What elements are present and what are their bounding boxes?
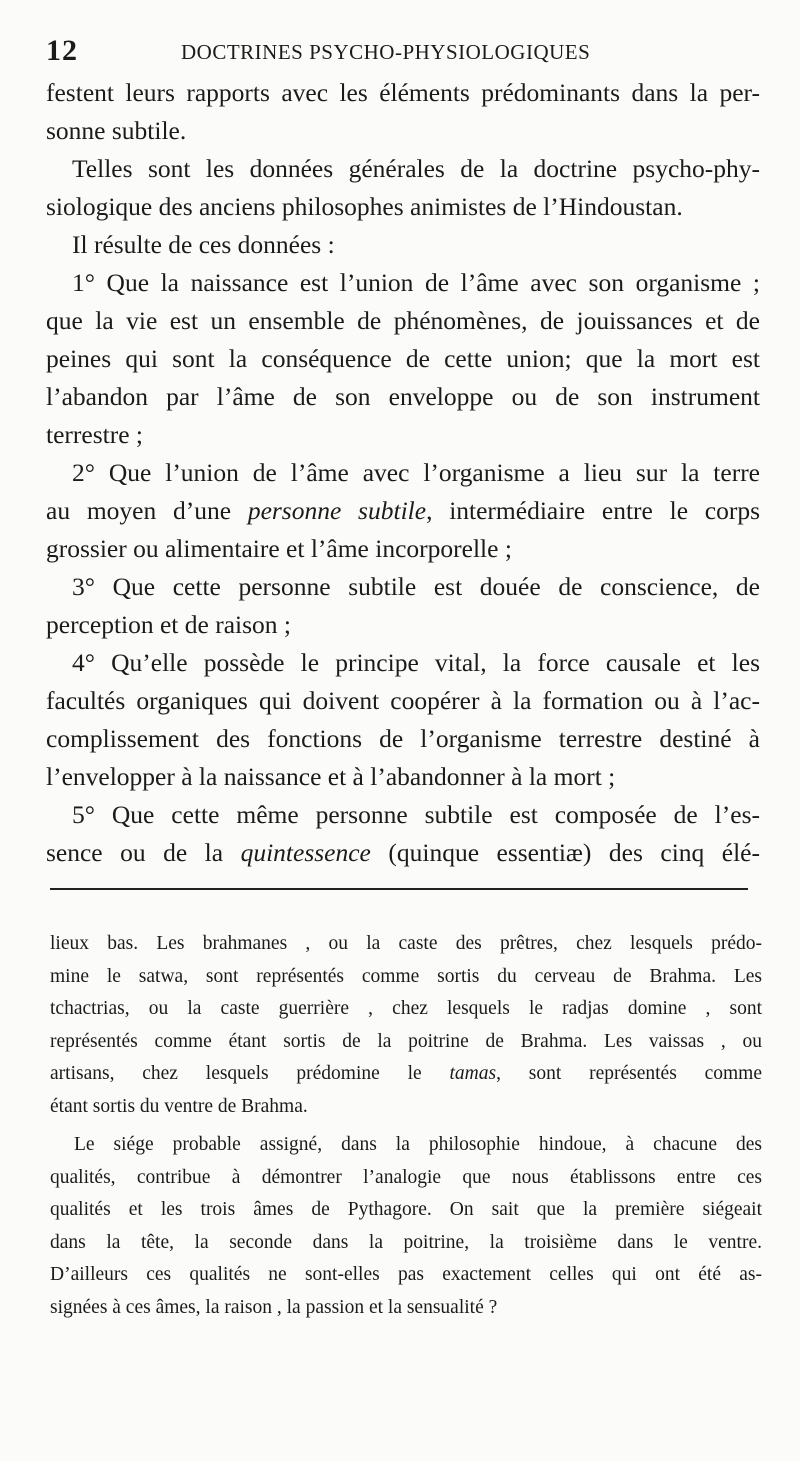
- text-line: l’envelopper à la naissance et à l’abandonner à la mort ;: [46, 762, 616, 791]
- footnote-line: tchactrias, ou la caste guerrière , chez lesquels le radjas domine , sont: [50, 998, 762, 1019]
- running-title: DOCTRINES PSYCHO-PHYSIOLOGIQUES: [181, 40, 591, 64]
- text-run: sence ou de la: [46, 838, 241, 867]
- footnote-line: lieux bas. Les brahmanes , ou la caste des prêtres, chez lesquels prédo-: [50, 933, 762, 954]
- footnote-line: étant sortis du ventre de Brahma.: [50, 1095, 308, 1117]
- text-line: 5° Que cette même personne subtile est composée de l’es-: [72, 800, 760, 829]
- text-line-with-emphasis: [46, 834, 760, 872]
- footnote-line: mine le satwa, sont représentés comme sortis du cerveau de Brahma. Les: [50, 965, 762, 987]
- text-line: 1° Que la naissance est l’union de l’âme avec son organisme ;: [72, 268, 760, 297]
- footnote-line: dans la tête, la seconde dans la poitrine, la troisième dans le ventre.: [50, 1231, 762, 1253]
- page-header: [46, 34, 760, 70]
- text-run: au moyen d’une: [46, 496, 248, 525]
- main-text: [46, 74, 760, 872]
- text-run: artisans, chez lesquels prédomine le: [50, 1063, 450, 1084]
- footnote-line: Le siége probable assigné, dans la philosophie hindoue, à chacune des: [74, 1134, 762, 1155]
- footnote-line: représentés comme étant sortis de la poitrine de Brahma. Les vaissas , ou: [50, 1030, 762, 1052]
- footnote-divider: [50, 888, 748, 890]
- text-line: grossier ou alimentaire et l’âme incorporelle ;: [46, 534, 512, 563]
- text-run: (quinque essentiæ) des cinq élé-: [370, 838, 760, 867]
- footnote-line: D’ailleurs ces qualités ne sont-elles pas exactement celles qui ont été as-: [50, 1264, 762, 1285]
- text-line: siologique des anciens philosophes animistes de l’Hindoustan.: [46, 192, 683, 221]
- text-line: Telles sont les données générales de la doctrine psycho-phy-: [72, 154, 760, 183]
- text-line: 3° Que cette personne subtile est douée de conscience, de: [72, 572, 760, 601]
- text-run: , sont représentés comme: [496, 1063, 762, 1084]
- footnote-line: qualités, contribue à démontrer l’analogie que nous établissons entre ces: [50, 1166, 762, 1188]
- text-line: festent leurs rapports avec les éléments prédominants dans la per-: [46, 78, 760, 107]
- text-line: que la vie est un ensemble de phénomènes, de jouissances et de: [46, 306, 760, 335]
- text-line: terrestre ;: [46, 420, 143, 449]
- emphasis-text: quintessence: [240, 838, 371, 867]
- footnotes: [50, 928, 762, 1324]
- text-line: perception et de raison ;: [46, 610, 291, 639]
- text-run: , intermédiaire entre le corps: [426, 496, 760, 525]
- footnote-line: qualités et les trois âmes de Pythagore. On sait que la première siégeait: [50, 1199, 762, 1220]
- text-line-with-emphasis: [46, 492, 760, 530]
- text-line: peines qui sont la conséquence de cette union; que la mort est: [46, 344, 760, 373]
- emphasis-text: personne subtile: [247, 496, 427, 525]
- text-line: complissement des fonctions de l’organisme terrestre destiné à: [46, 724, 760, 753]
- page-number: 12: [46, 34, 78, 67]
- text-line: sonne subtile.: [46, 116, 187, 145]
- footnote-line: signées à ces âmes, la raison , la passion et la sensualité ?: [50, 1296, 498, 1318]
- text-line: Il résulte de ces données :: [72, 230, 335, 259]
- text-line: 2° Que l’union de l’âme avec l’organisme a lieu sur la terre: [72, 458, 760, 487]
- text-line: 4° Qu’elle possède le principe vital, la force causale et les: [72, 648, 760, 677]
- text-line: facultés organiques qui doivent coopérer à la formation ou à l’ac-: [46, 686, 760, 715]
- emphasis-text: tamas: [449, 1063, 497, 1084]
- footnote-line-with-emphasis: [50, 1058, 762, 1091]
- text-line: l’abandon par l’âme de son enveloppe ou de son instrument: [46, 382, 760, 411]
